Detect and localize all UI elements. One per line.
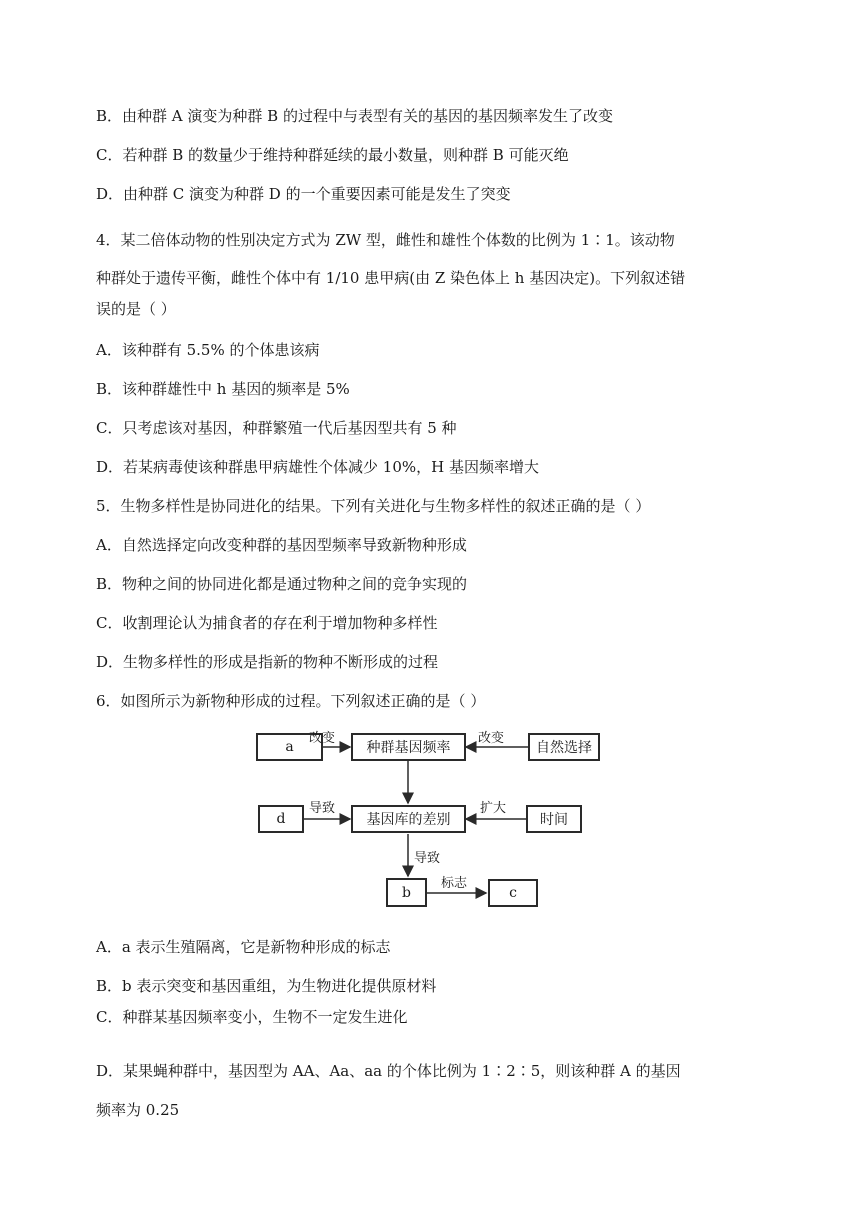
text-line: C．收割理论认为捕食者的存在利于增加物种多样性 — [96, 614, 438, 632]
box-time: 时间 — [526, 805, 582, 833]
label-cause-1: 导致 — [309, 801, 336, 816]
text-line: B．由种群 A 演变为种群 B 的过程中与表型有关的基因的基因频率发生了改变 — [96, 107, 613, 125]
text-line: B．b 表示突变和基因重组，为生物进化提供原材料 — [96, 977, 437, 995]
box-c: c — [488, 879, 538, 907]
text-line: D．由种群 C 演变为种群 D 的一个重要因素可能是发生了突变 — [96, 185, 511, 203]
text-line: D．某果蝇种群中，基因型为 AA、Aa、aa 的个体比例为 1∶2∶5，则该种群 A 的基因 — [96, 1062, 681, 1080]
text-line: 6．如图所示为新物种形成的过程。下列叙述正确的是（ ） — [96, 692, 486, 710]
text-line: B．该种群雄性中 h 基因的频率是 5% — [96, 380, 350, 398]
box-gene-pool-difference: 基因库的差别 — [351, 805, 466, 833]
text-line: C．只考虑该对基因，种群繁殖一代后基因型共有 5 种 — [96, 419, 457, 437]
box-b: b — [386, 878, 427, 907]
text-line: 频率为 0.25 — [96, 1101, 180, 1119]
box-d: d — [258, 805, 304, 833]
box-natural-selection: 自然选择 — [528, 733, 600, 761]
text-line: D．生物多样性的形成是指新的物种不断形成的过程 — [96, 653, 439, 671]
box-gene-frequency: 种群基因频率 — [351, 733, 466, 761]
label-enlarge: 扩大 — [480, 801, 507, 816]
text-line: A．a 表示生殖隔离，它是新物种形成的标志 — [96, 938, 391, 956]
text-line: A．自然选择定向改变种群的基因型频率导致新物种形成 — [96, 536, 467, 554]
text-line: 4．某二倍体动物的性别决定方式为 ZW 型，雌性和雄性个体数的比例为 1∶1。该动物 — [96, 231, 675, 249]
text-line: C．若种群 B 的数量少于维持种群延续的最小数量，则种群 B 可能灭绝 — [96, 146, 569, 164]
text-line: B．物种之间的协同进化都是通过物种之间的竞争实现的 — [96, 575, 468, 593]
text-line: 5．生物多样性是协同进化的结果。下列有关进化与生物多样性的叙述正确的是（ ） — [96, 497, 651, 515]
label-change-2: 改变 — [478, 731, 505, 746]
text-line: A．该种群有 5.5% 的个体患该病 — [96, 341, 320, 359]
text-line: C．种群某基因频率变小，生物不一定发生进化 — [96, 1008, 408, 1026]
box-a: a — [256, 733, 323, 761]
label-cause-2: 导致 — [414, 851, 441, 866]
label-sign: 标志 — [441, 876, 468, 891]
label-change-1: 改变 — [309, 731, 336, 746]
text-line: D．若某病毒使该种群患甲病雄性个体减少 10%，H 基因频率增大 — [96, 458, 539, 476]
text-line: 误的是（ ） — [96, 300, 176, 318]
text-line: 种群处于遗传平衡，雌性个体中有 1/10 患甲病(由 Z 染色体上 h 基因决定)。下列叙述错 — [96, 269, 686, 287]
